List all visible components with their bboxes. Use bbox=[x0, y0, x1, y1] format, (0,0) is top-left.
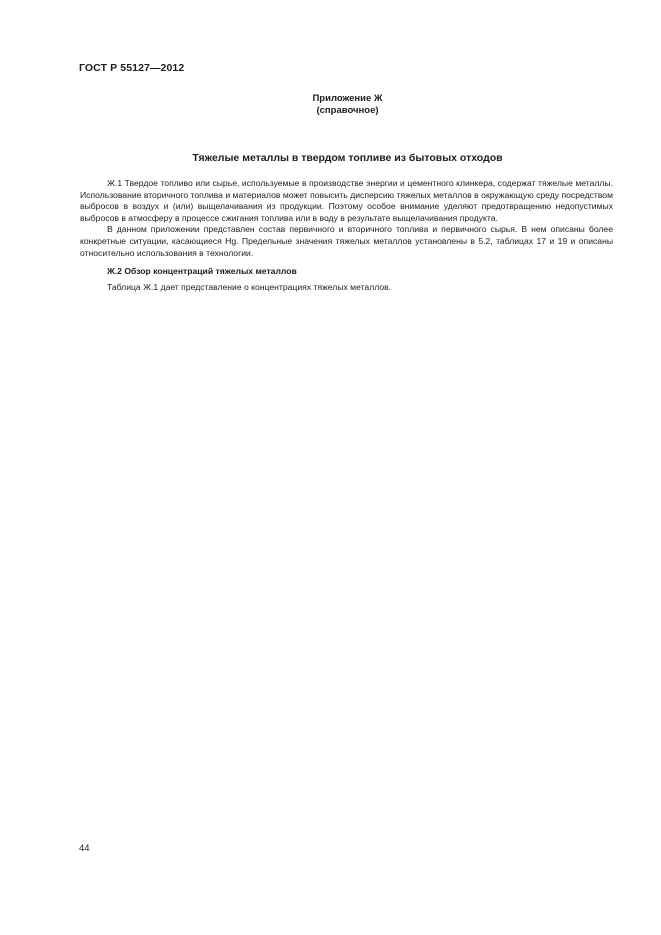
body-text bbox=[80, 178, 613, 293]
appendix-type: (справочное) bbox=[316, 105, 379, 116]
paragraph-composition: В данном приложении представлен состав первичного и вторичного топлива и первичного сырья. В нем описаны более конкретные ситуации, касающиеся Hg. Предельные значения тяжелых металлов установлены в 5.2, таблицах 17 и 19 и описаны относительно использования в технологии. bbox=[80, 224, 613, 258]
section-heading-zh2: Ж.2 Обзор концентраций тяжелых металлов bbox=[107, 266, 297, 277]
appendix-heading bbox=[80, 93, 615, 117]
paragraph-zh1: Ж.1 Твердое топливо или сырье, используемые в производстве энергии и цементного клинкера, содержат тяжелые металлы. Использование вторичного топлива и материалов может повысить дисперсию тяжелых металлов в окружающую среду посредством выбросов в воздух и (или) выщелачивания из продукции. Поэтому особое внимание уделяют предотвращению недопустимых выбросов в атмосферу в процессе сжигания топлива или в воду в результате выщелачивания продукта. bbox=[80, 178, 613, 223]
appendix-label: Приложение Ж bbox=[312, 93, 383, 104]
page-number: 44 bbox=[79, 843, 90, 854]
appendix-title: Тяжелые металлы в твердом топливе из бытовых отходов bbox=[192, 152, 503, 164]
paragraph-table-ref: Таблица Ж.1 дает представление о концентрациях тяжелых металлов. bbox=[107, 281, 392, 292]
standard-number-header: ГОСТ Р 55127—2012 bbox=[79, 62, 185, 74]
